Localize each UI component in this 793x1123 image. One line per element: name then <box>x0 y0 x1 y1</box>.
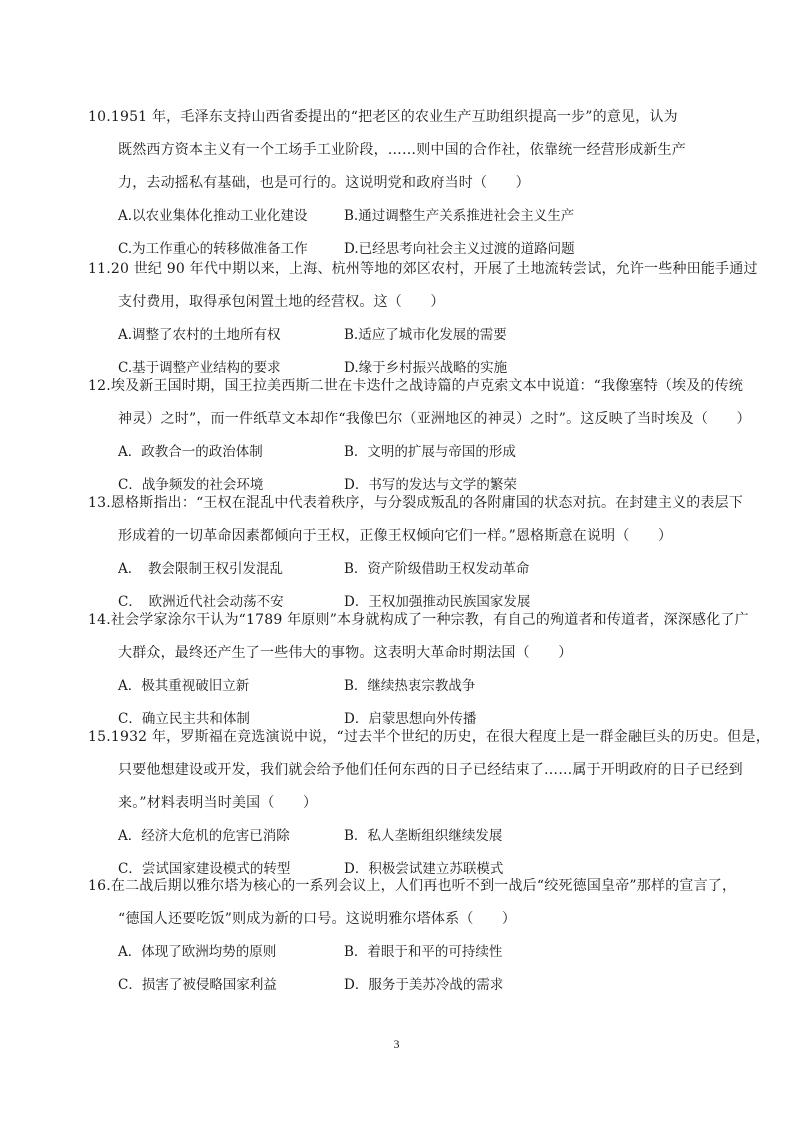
option-a: A．政教合一的政治体制 <box>118 444 263 460</box>
option-a: A．经济大危机的危害已消除 <box>118 828 290 844</box>
option-a: A.调整了农村的土地所有权 <box>118 327 281 343</box>
option-a: A．极其重视破旧立新 <box>118 678 250 694</box>
question-stem-line: 16.在二战后期以雅尔塔为核心的一系列会议上，人们再也听不到一战后“绞死德国皇帝”那样的宣言了， <box>88 878 737 894</box>
question-13 <box>88 487 744 619</box>
option-d: D.缘于乡村振兴战略的实施 <box>344 360 508 376</box>
option-c: C．确立民主共和体制 <box>118 711 250 727</box>
question-stem-line: “德国人还要吃饭”则成为新的口号。这说明雅尔塔体系（ ） <box>118 911 517 927</box>
option-c: C．损害了被侵略国家利益 <box>118 977 277 993</box>
question-stem-line: 12.埃及新王国时期，国王拉美西斯二世在卡迭什之战诗篇的卢克索文本中说道：“我像塞特（埃及的传统 <box>88 378 744 394</box>
question-10 <box>88 101 728 266</box>
option-b: B．着眼于和平的可持续性 <box>344 944 503 960</box>
option-b: B.通过调整生产关系推进社会主义生产 <box>344 208 575 224</box>
question-16 <box>88 870 737 1002</box>
option-b: B．继续热衷宗教战争 <box>344 678 476 694</box>
question-stem-line: 力，去动摇私有基础，也是可行的。这说明党和政府当时（ ） <box>118 175 530 191</box>
option-c: C． 欧洲近代社会动荡不安 <box>118 594 284 610</box>
option-a: A.以农业集体化推动工业化建设 <box>118 208 308 224</box>
question-stem-line: 既然西方资本主义有一个工场手工业阶段，……则中国的合作社，依靠统一经营形成新生产 <box>118 142 686 158</box>
question-stem-line: 15.1932 年，罗斯福在竞选演说中说，“过去半个世纪的历史，在很大程度上是一群金融巨头的历史。但是， <box>88 729 770 745</box>
question-stem-line: 来。”材料表明当时美国（ ） <box>118 795 318 811</box>
option-d: D．积极尝试建立苏联模式 <box>344 861 504 877</box>
answer-options <box>88 936 728 1002</box>
option-b: B.适应了城市化发展的需要 <box>344 327 507 343</box>
question-stem-line: 14.社会学家涂尔干认为“1789 年原则”本身就构成了一种宗教，有自己的殉道者和传道者，深深感化了广 <box>88 612 749 628</box>
option-a: A．体现了欧洲均势的原则 <box>118 944 277 960</box>
question-stem-line: 13.恩格斯指出：“王权在混乱中代表着秩序，与分裂成叛乱的各附庸国的状态对抗。在封建主义的表层下 <box>88 495 744 511</box>
option-d: D．王权加强推动民族国家发展 <box>344 594 531 610</box>
question-stem-line: 11.20 世纪 90 年代中期以来，上海、杭州等地的郊区农村，开展了土地流转尝试，允许一些种田能手通过 <box>88 261 758 277</box>
question-stem-line: 只要他想建设或开发，我们就会给予他们任何东西的日子已经结束了……属于开明政府的日子已经到 <box>118 762 743 778</box>
question-stem-line: 支付费用，取得承包闲置土地的经营权。这（ ） <box>118 294 445 310</box>
option-b: B．资产阶级借助王权发动革命 <box>344 561 530 577</box>
question-12 <box>88 370 751 502</box>
question-14 <box>88 604 749 736</box>
option-c: C.为工作重心的转移做准备工作 <box>118 241 308 257</box>
option-b: B．私人垄断组织继续发展 <box>344 828 503 844</box>
question-stem-line: 大群众，最终还产生了一些伟大的事物。这表明大革命时期法国（ ） <box>118 645 573 661</box>
option-d: D．启蒙思想向外传播 <box>344 711 477 727</box>
option-d: D．书写的发达与文学的繁荣 <box>344 477 517 493</box>
page-number: 3 <box>393 1037 400 1051</box>
option-d: D.已经思考向社会主义过渡的道路问题 <box>344 241 575 257</box>
option-d: D．服务于美苏冷战的需求 <box>344 977 504 993</box>
option-c: C．尝试国家建设模式的转型 <box>118 861 291 877</box>
option-a: A． 教会限制王权引发混乱 <box>118 561 283 577</box>
question-stem-line: 神灵）之时”，而一件纸草文本却作“我像巴尔（亚洲地区的神灵）之时”。这反映了当时埃及（ ） <box>118 411 751 427</box>
question-stem-line: 形成着的一切革命因素都倾向于王权，正像王权倾向它们一样。”恩格斯意在说明（ ） <box>118 528 673 544</box>
question-11 <box>88 253 758 385</box>
option-c: C．战争频发的社会环境 <box>118 477 264 493</box>
option-b: B．文明的扩展与帝国的形成 <box>344 444 516 460</box>
option-c: C.基于调整产业结构的要求 <box>118 360 281 376</box>
question-stem-line: 10.1951 年，毛泽东支持山西省委提出的“把老区的农业生产互助组织提高一步”的意见，认为 <box>88 109 678 125</box>
